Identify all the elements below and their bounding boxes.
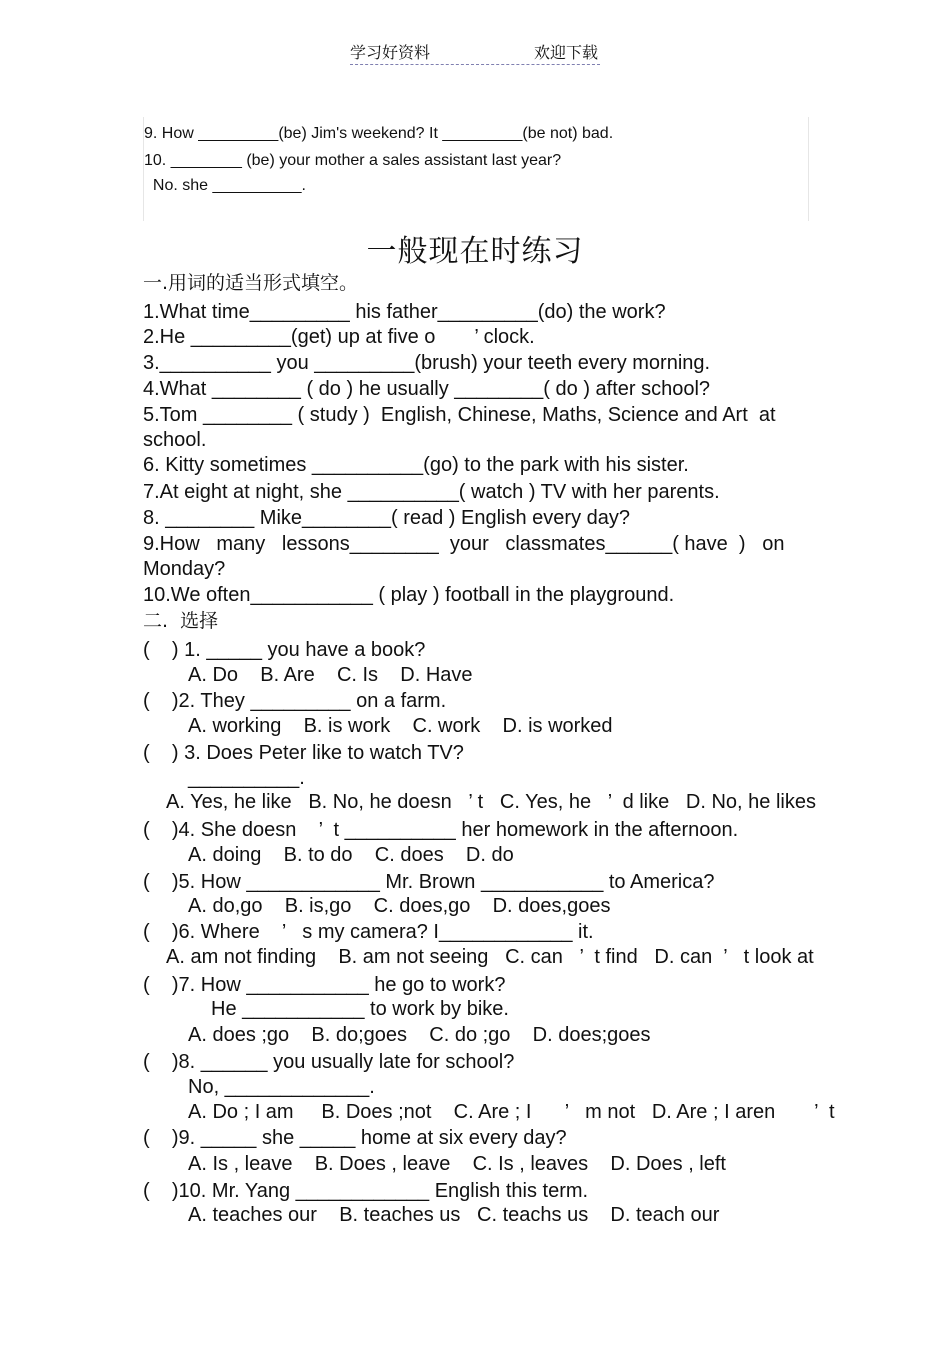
s1-item-5-cont: school. xyxy=(143,429,207,451)
q7-line2: He ___________ to work by bike. xyxy=(211,998,509,1020)
s1-item-10: 10.We often___________ ( play ) football in the playground. xyxy=(143,584,675,606)
header-bar xyxy=(350,40,600,65)
q4-stem: ( )4. She doesn ’ t __________ her homework in the afternoon. xyxy=(143,819,739,841)
q3-stem: ( ) 3. Does Peter like to watch TV? xyxy=(143,742,464,764)
q8-stem: ( )8. ______ you usually late for school? xyxy=(143,1051,515,1073)
box-line-10: 10. ________ (be) your mother a sales assistant last year? xyxy=(144,152,562,169)
q10-options: A. teaches our B. teaches us C. teachs us D. teach our xyxy=(188,1204,720,1226)
q7-options: A. does ;go B. do;goes C. do ;go D. does;goes xyxy=(188,1024,651,1046)
page-title: 一般现在时练习 xyxy=(366,234,584,269)
q8-line2: No, _____________. xyxy=(188,1076,375,1098)
q5-options: A. do,go B. is,go C. does,go D. does,goes xyxy=(188,895,611,917)
box-line-9: 9. How _________(be) Jim's weekend? It _________(be not) bad. xyxy=(144,125,614,142)
page-header xyxy=(0,40,950,69)
q10-stem: ( )10. Mr. Yang ____________ English this term. xyxy=(143,1180,589,1202)
s1-item-8: 8. ________ Mike________( read ) English every day? xyxy=(143,507,630,529)
q8-options: A. Do ; I am B. Does ;not C. Are ; I ’ m not D. Are ; I aren ’ t xyxy=(188,1101,835,1123)
q6-options: A. am not finding B. am not seeing C. can ’ t find D. can ’ t look at xyxy=(166,946,814,968)
q1-stem: ( ) 1. _____ you have a book? xyxy=(143,639,426,661)
s1-item-9: 9.How many lessons________ your classmates______( have ) on xyxy=(143,533,785,555)
section1-heading: 一.用词的适当形式填空。 xyxy=(143,272,359,294)
s1-item-6: 6. Kitty sometimes __________(go) to the park with his sister. xyxy=(143,454,689,476)
q9-options: A. Is , leave B. Does , leave C. Is , leaves D. Does , left xyxy=(188,1153,726,1175)
q7-stem: ( )7. How ___________ he go to work? xyxy=(143,974,506,996)
q1-options: A. Do B. Are C. Is D. Have xyxy=(188,664,473,686)
box-line-answer: No. she __________. xyxy=(144,177,306,194)
s1-item-1: 1.What time_________ his father_________(do) the work? xyxy=(143,301,666,323)
s1-item-2: 2.He _________(get) up at five o ’ clock. xyxy=(143,326,535,348)
s1-item-9-cont: Monday? xyxy=(143,558,226,580)
q3-options: A. Yes, he like B. No, he doesn ’ t C. Yes, he ’ d like D. No, he likes xyxy=(166,791,816,813)
q2-stem: ( )2. They _________ on a farm. xyxy=(143,690,447,712)
header-right-text: 欢迎下载 xyxy=(533,43,598,62)
s1-item-5: 5.Tom ________ ( study ) English, Chinese, Maths, Science and Art at xyxy=(143,404,776,426)
q6-stem: ( )6. Where ’ s my camera? I____________ it. xyxy=(143,921,594,943)
s1-item-4: 4.What ________ ( do ) he usually ________( do ) after school? xyxy=(143,378,711,400)
s1-item-3: 3.__________ you _________(brush) your teeth every morning. xyxy=(143,352,711,374)
q9-stem: ( )9. _____ she _____ home at six every day? xyxy=(143,1127,567,1149)
header-left-text: 学习好资料 xyxy=(350,43,431,62)
q4-options: A. doing B. to do C. does D. do xyxy=(188,844,514,866)
s1-item-7: 7.At eight at night, she __________( watch ) TV with her parents. xyxy=(143,481,720,503)
q3-blank: __________. xyxy=(188,767,305,789)
section2-heading: 二. 选择 xyxy=(143,610,219,632)
q2-options: A. working B. is work C. work D. is worked xyxy=(188,715,613,737)
q5-stem: ( )5. How ____________ Mr. Brown ___________ to America? xyxy=(143,871,715,893)
